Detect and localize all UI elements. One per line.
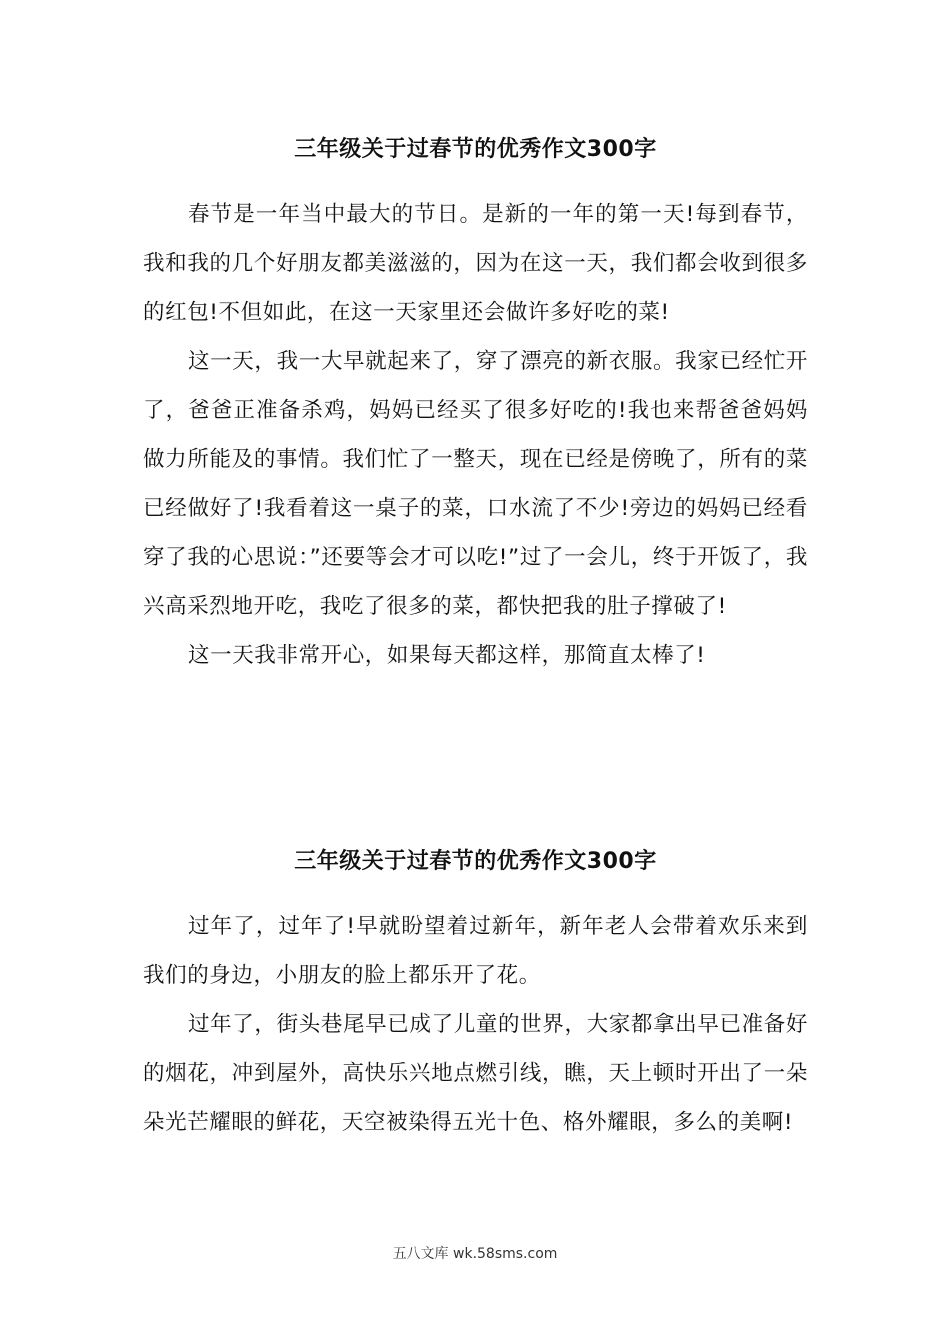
essay-2-paragraph-1: 过年了，过年了!早就盼望着过新年，新年老人会带着欢乐来到我们的身边，小朋友的脸上都乐开了花。 bbox=[143, 914, 808, 988]
essay-1-paragraph-1: 春节是一年当中最大的节日。是新的一年的第一天!每到春节，我和我的几个好朋友都美滋滋的，因为在这一天，我们都会收到很多的红包!不但如此，在这一天家里还会做许多好吃的菜! bbox=[143, 202, 808, 325]
essay-1-paragraph-2: 这一天，我一大早就起来了，穿了漂亮的新衣服。我家已经忙开了，爸爸正准备杀鸡，妈妈已经买了很多好吃的!我也来帮爸爸妈妈做力所能及的事情。我们忙了一整天，现在已经是傍晚了，所有的菜已经做好了!我看着这一桌子的菜，口水流了不少!旁边的妈妈已经看穿了我的心思说：”还要等会才可以吃!”过了一会儿，终于开饭了，我兴高采烈地开吃，我吃了很多的菜，都快把我的肚子撑破了! bbox=[143, 349, 808, 619]
essay-1-paragraph-3: 这一天我非常开心，如果每天都这样，那简直太棒了! bbox=[188, 643, 706, 668]
page-footer: 五八文库 wk.58sms.com bbox=[392, 1246, 558, 1262]
essay-2-title: 三年级关于过春节的优秀作文300字 bbox=[294, 849, 657, 874]
essay-1-title: 三年级关于过春节的优秀作文300字 bbox=[294, 137, 657, 162]
essay-2-paragraph-2: 过年了，街头巷尾早已成了儿童的世界，大家都拿出早已准备好的烟花，冲到屋外，高快乐兴地点燃引线，瞧，天上顿时开出了一朵朵光芒耀眼的鲜花，天空被染得五光十色、格外耀眼，多么的美啊! bbox=[143, 1012, 808, 1135]
essay-2 bbox=[143, 846, 808, 1147]
essay-1 bbox=[143, 134, 808, 680]
